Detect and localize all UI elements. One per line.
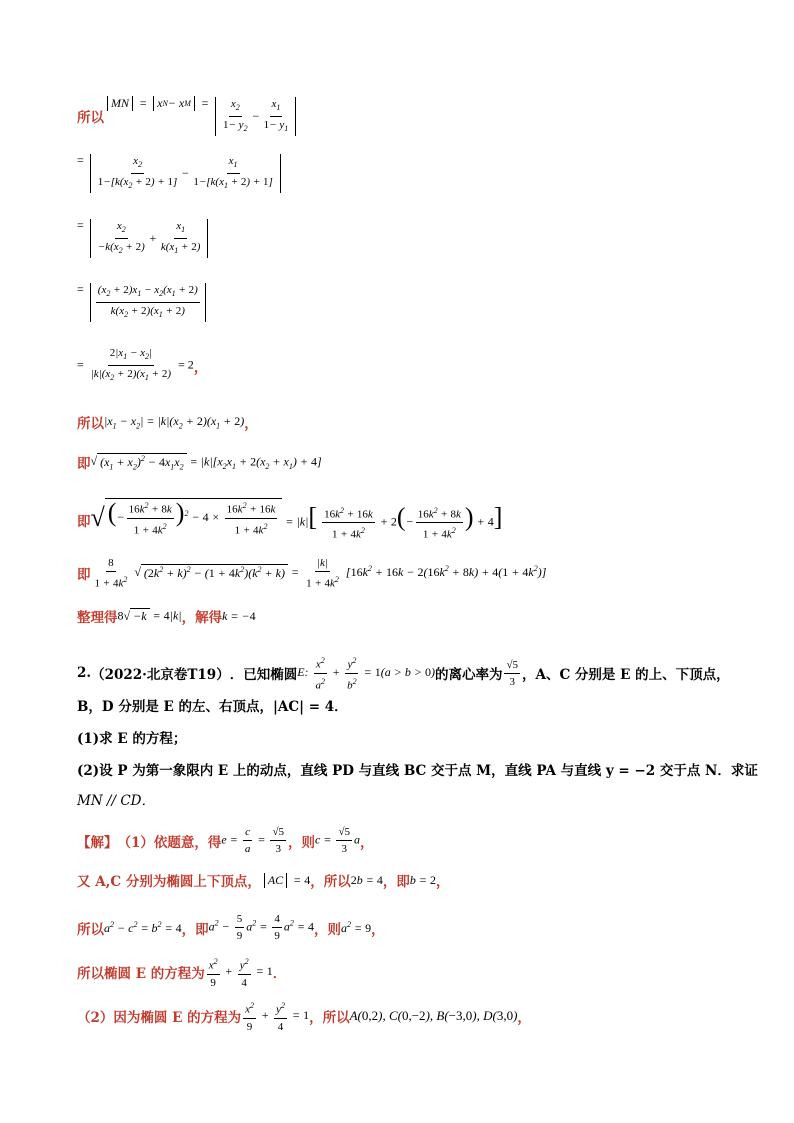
- solution-line-2: [77, 870, 450, 890]
- derivation-line-3: [77, 218, 211, 258]
- derivation-line-6: [77, 412, 258, 432]
- problem-text: ，A、C 分别是 E 的上、下顶点，: [522, 667, 730, 684]
- solution-text: ，即: [382, 874, 410, 890]
- solution-text: ，则: [288, 834, 315, 851]
- lead-text: 即: [77, 456, 91, 472]
- problem-text: ．已知椭圆: [229, 667, 298, 684]
- formula: k = −4: [222, 608, 256, 623]
- punct: ，: [193, 359, 208, 376]
- lead-text: 所以: [77, 416, 104, 432]
- punct: ．: [272, 966, 287, 983]
- punct: ，: [244, 416, 258, 432]
- formula: √ $(x_1 + x_2)^2 - 4x_1x_2$ = $|k|[x_2x_1 + 2(x_2 + x_1) + 4]$: [90, 453, 322, 472]
- formula: √ (− $\frac{16k^2 + 8k}{1 + 4k^2}$ )$^2$ − 4 × $\frac{16k^2 + 16k}{1 + 4k^2}$ = |k|[ $\frac{16k^2 + 16k}{1 + 4k^2}$ + 2(− $\frac{16k^2 + 8k}{1 + 4k^2}$ ) + 4]: [90, 497, 503, 542]
- solution-text: 又 A,C 分别为椭圆上下顶点，: [77, 874, 261, 890]
- formula: A(0,2), C(0,−2), B(−3,0), D(3,0): [349, 1008, 518, 1024]
- formula: e = $\frac{c}{a}$ = $\frac{√5}{3}$: [221, 826, 284, 855]
- formula: $a^2 = 9$: [340, 919, 372, 935]
- mid-text: ，解得: [181, 610, 223, 626]
- lead-text: 整理得: [77, 610, 118, 626]
- derivation-line-2: [77, 153, 284, 193]
- problem-number: 2.: [77, 665, 92, 682]
- question-2a: (2)设 P 为第一象限内 E 上的动点，直线 PD 与直线 BC 交于点 M，直线 PA 与直线 y = −2 交于点 N．求证: [77, 763, 758, 779]
- ellipse-formula: E: $\frac{x^2}{a^2}$ + $\frac{y^2}{b^2}$ = 1(a > b > 0): [297, 656, 435, 692]
- problem-text: 的离心率为: [434, 667, 503, 684]
- formula: $a^2$ − $\frac{5}{9}$ $a^2$ = $\frac{4}{9}$ $a^2 = 4$: [208, 913, 314, 942]
- question-1: (1)求 E 的方程；: [77, 731, 187, 747]
- formula: $a^2 - c^2 = b^2 = 4$: [104, 919, 182, 935]
- solution-line-4: [77, 955, 286, 990]
- derivation-line-10: [77, 606, 256, 626]
- formula: $\frac{8}{1 + 4k^2}$ √ $(2k^2 + k)^2 - (1 + 4k^2)(k^2 + k)$ = $\frac{|k|}{1 + 4k^2}$ $[16k^2 + 16k - 2(16k^2 + 8k) + 4(1 + 4k^2)]$: [94, 557, 547, 590]
- ecc-formula: $\frac{√5}{3}$: [506, 658, 518, 688]
- derivation-line-9: [77, 556, 546, 591]
- derivation-line-4: [77, 282, 209, 322]
- problem-header: [77, 654, 730, 692]
- formula: 8 √ −k = 4|k|: [117, 608, 182, 623]
- formula: = $\frac{2|x_1 - x_2|}{|k|(x_2 + 2)(x_1 + 2)}$ = 2: [77, 347, 194, 383]
- solution-text: 所以: [77, 921, 104, 938]
- solution-line-5: [77, 999, 531, 1034]
- formula: b = 2: [409, 872, 436, 887]
- solution-line-1: [77, 825, 373, 856]
- solution-text: ，即: [181, 921, 209, 938]
- derivation-line-7: [77, 452, 322, 472]
- formula: AC = 4: [261, 873, 310, 888]
- formula: 2b = 4: [350, 872, 383, 887]
- lead-text: 即: [77, 567, 91, 584]
- solution-line-3: [77, 912, 385, 943]
- formula: $\frac{x^2}{9}$ + $\frac{y^2}{4}$ = 1: [208, 957, 273, 989]
- solution-text: ，则: [313, 921, 341, 938]
- derivation-line-1: [77, 96, 299, 136]
- solution-text: （2）因为椭圆 E 的方程为: [77, 1010, 242, 1027]
- lead-text: 所以: [77, 110, 104, 127]
- derivation-line-8: [77, 498, 502, 542]
- derivation-line-5: [77, 346, 207, 385]
- solution-text: ，所以: [310, 874, 351, 890]
- formula: MN = x N − x M = $\frac{x_2}{1- y_2}$ − $\frac{x_1}{1- y_1}$: [104, 96, 299, 136]
- formula: $\frac{x^2}{9}$ + $\frac{y^2}{4}$ = 1: [245, 1001, 310, 1033]
- punct: ，: [436, 874, 450, 890]
- solution-text: ，所以: [309, 1010, 350, 1027]
- lead-text: 即: [77, 514, 91, 531]
- solution-text: 所以椭圆 E 的方程为: [77, 966, 205, 983]
- solution-tag: 【解】: [77, 834, 118, 851]
- punct: ，: [371, 921, 385, 938]
- formula: c = $\frac{√5}{3}$ a: [315, 826, 360, 855]
- question-2b: MN // CD．: [77, 793, 155, 809]
- formula: $|x_1 - x_2| = |k|(x_2 + 2)(x_1 + 2)$: [104, 413, 245, 431]
- punct: ，: [517, 1010, 531, 1027]
- formula: = $\frac{x_2}{1-[k(x_2 + 2) + 1]}$ − $\frac{x_1}{1-[k(x_1 + 2) + 1]}$: [77, 153, 284, 193]
- punct: ，: [359, 834, 374, 851]
- formula: = $\frac{x_2}{-k(x_2 + 2)}$ + $\frac{x_1}{k(x_1 + 2)}$: [77, 218, 211, 258]
- formula: = $\frac{(x_2 + 2)x_1 - x_2(x_1 + 2)}{k(x_2 + 2)(x_1 + 2)}$: [77, 282, 209, 322]
- solution-text: （1）依题意，得: [117, 834, 222, 851]
- problem-line-2: B，D 分别是 E 的左、右顶点，|AC| = 4．: [77, 699, 348, 715]
- problem-source: （2022·北京卷T19）: [91, 667, 230, 684]
